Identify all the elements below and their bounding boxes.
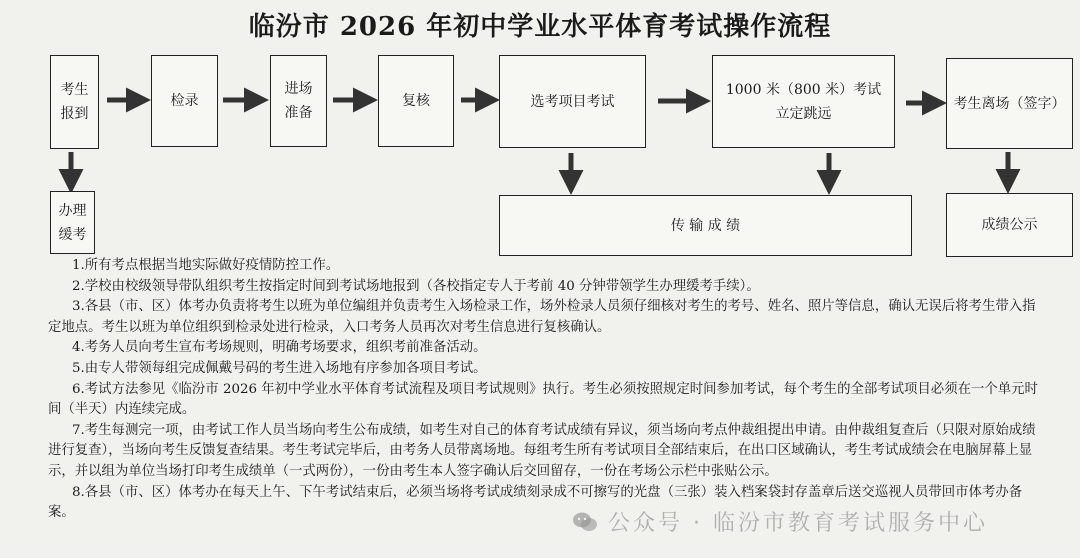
step-report — [50, 55, 99, 149]
step-enter-label: 进场 准备 — [284, 81, 313, 121]
step-run-exam — [712, 55, 895, 148]
page-title: 临汾市 2026 年初中学业水平体育考试操作流程 — [248, 12, 832, 42]
watermark-text: 公众号 · 临汾市教育考试服务中心 — [608, 511, 988, 536]
watermark — [572, 506, 988, 537]
step-recheck-label: 复核 — [402, 93, 430, 109]
note-6: 6.考试方法参见《临汾市 2026 年初中学业水平体育考试流程及项目考试规则》执行。考生必须按照规定时间参加考试，每个考生的全部考试项目必须在一个单元时间（半天）内连续完成。 — [48, 381, 1038, 418]
step-transmit-label: 传 输 成 绩 — [670, 217, 741, 234]
note-7: 7.考生每测完一项，由考试工作人员当场向考生公布成绩，如考生对自己的体育考试成绩有异议，须当场向考点仲裁组提出申请。由仲裁组复查后（只限对原始成绩进行复查），当场向考生反馈复查结果。考生考试完毕后，由考务人员带离场地。每组考生所有考试项目全部结束后，在出口区域确认，考生考试成绩会在电脑屏幕上显示，并以组为单位当场打印考生成绩单（一式两份），一份由考生本人签字确认后交回留存，一份在考场公示栏中张贴公示。 — [48, 422, 1036, 479]
wechat-icon — [572, 511, 598, 533]
note-1: 1.所有考点根据当地实际做好疫情防控工作。 — [72, 258, 340, 273]
step-enter — [270, 55, 327, 147]
notes-list — [48, 256, 1048, 524]
step-recheck — [378, 55, 454, 147]
note-8: 8.各县（市、区）体考办在每天上午、下午考试结束后，必须当场将考试成绩刻录成不可擦写的光盘（三张）装入档案袋封存盖章后送交巡视人员带回市体考办备案。 — [48, 484, 1023, 521]
step-publish-label: 成绩公示 — [981, 217, 1038, 233]
note-2: 2.学校由校级领导带队组织考生按指定时间到考试场地报到（各校指定专人于考前 40 分钟带领学生办理缓考手续）。 — [72, 278, 760, 294]
step-defer — [50, 191, 95, 254]
note-5: 5.由专人带领每组完成佩戴号码的考生进入场地有序参加各项目考试。 — [72, 360, 487, 376]
step-select-exam — [499, 55, 646, 148]
step-leave-label: 考生离场（签字） — [953, 95, 1066, 112]
note-4: 4.考务人员向考生宣布考场规则，明确考场要求，组织考前准备活动。 — [72, 340, 487, 356]
note-3: 3.各县（市、区）体考办负责将考生以班为单位编组并负责考生入场检录工作，场外检录人员须仔细核对考生的考号、姓名、照片等信息，确认无误后将考生带入指定地点。考生以班为单位组织到检录处进行检录，入口考务人员再次对考生信息进行复核确认。 — [48, 299, 1036, 335]
step-run-exam-label: 1000 米（800 米）考试 立定跳远 — [725, 81, 882, 122]
step-check-label: 检录 — [170, 93, 199, 109]
step-defer-label: 办理 缓考 — [58, 202, 87, 243]
step-check — [151, 55, 218, 147]
step-report-label: 考生 报到 — [60, 82, 89, 122]
step-publish — [946, 193, 1073, 257]
step-select-exam-label: 选考项目考试 — [530, 93, 615, 110]
step-transmit — [499, 195, 912, 256]
step-leave — [946, 58, 1073, 149]
